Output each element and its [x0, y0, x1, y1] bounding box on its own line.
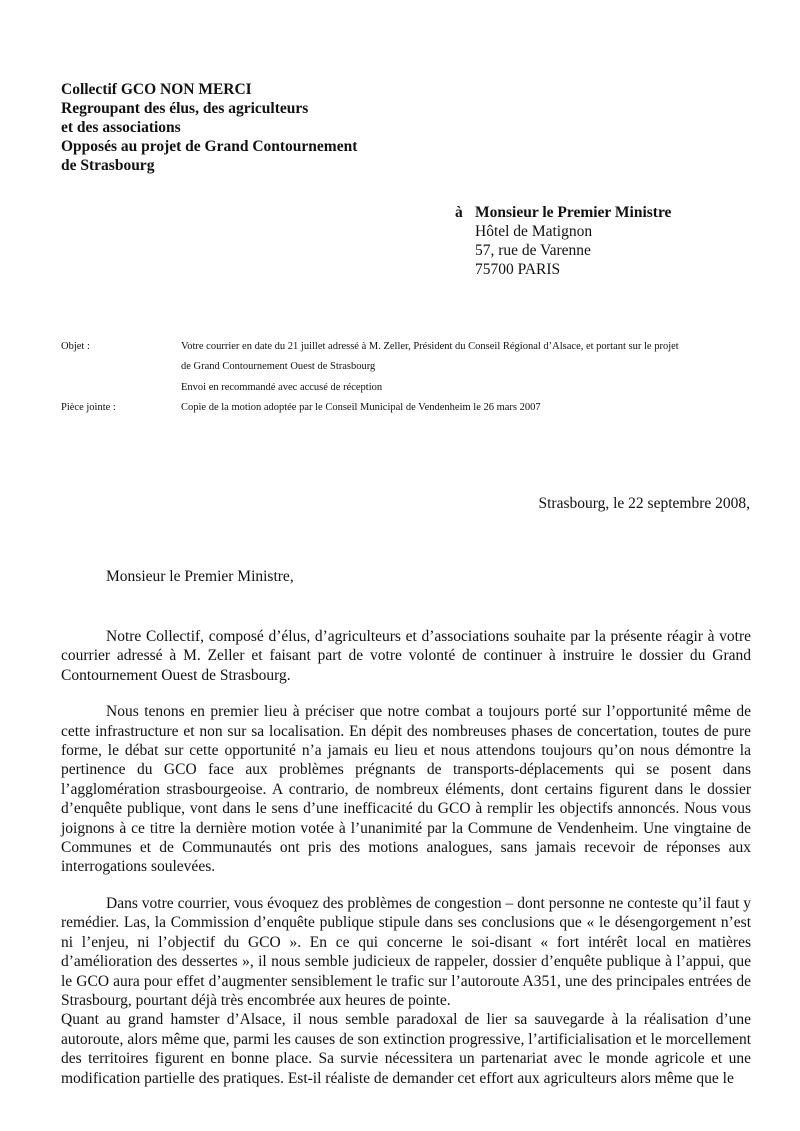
- body-paragraph: Quant au grand hamster d’Alsace, il nous semble paradoxal de lier sa sauvegarde à la réalisation d’une autoroute, alors même que, parmi les causes de son extinction progressive, l’artificialisation et le morcellement des territoires figurent en bonne place. Sa survie nécessitera un partenariat avec le monde agricole et une modification partielle des pratiques. Est-il réaliste de demander cet effort aux agriculteurs alors même que le: [61, 1011, 751, 1087]
- piece-jointe-label: Pièce jointe :: [61, 402, 116, 413]
- sender-line: et des associations: [61, 119, 181, 136]
- body-paragraph: Nous tenons en premier lieu à préciser que notre combat a toujours porté sur l’opportunité même de cette infrastructure et non sur sa localisation. En dépit des nombreuses phases de concertation, toutes de pure forme, le débat sur cette opportunité n’a jamais eu lieu et nous attendons toujours qu’on nous démontre la pertinence du GCO face aux problèmes prégnants de transports-déplacements qui se posent dans l’agglomération strasbourgeoise. A contrario, de nombreux éléments, dont certains figurent dans le dossier d’enquête publique, vont dans le sens d’une inefficacité du GCO à remplir les objectifs annoncés. Nous vous joignons à ce titre la dernière motion votée à l’unanimité par la Commune de Vendenheim. Une vingtaine de Communes et de Communautés ont pris des motions analogues, sans jamais recevoir de réponses aux interrogations soulevées.: [61, 703, 751, 876]
- objet-label: Objet :: [61, 341, 90, 352]
- body-paragraph: Dans votre courrier, vous évoquez des problèmes de congestion – dont personne ne conteste qu’il faut y remédier. Las, la Commission d’enquête publique stipule dans ses conclusions que « le désengorgement n’est ni l’enjeu, ni l’objectif du GCO ». En ce qui concerne le soi-disant « fort intérêt local en matières d’amélioration des dessertes », il nous semble judicieux de rappeler, dossier d’enquête publique à l’appui, que le GCO aura pour effet d’augmenter sensiblement le trafic sur l’autoroute A351, une des principales entrées de Strasbourg, pourtant déjà très encombrée aux heures de pointe.: [61, 894, 751, 1009]
- body-paragraph: Notre Collectif, composé d’élus, d’agriculteurs et d’associations souhaite par la présente réagir à votre courrier adressé à M. Zeller et faisant part de votre volonté de continuer à instruire le dossier du Grand Contournement Ouest de Strasbourg.: [61, 628, 751, 684]
- sender-line: de Strasbourg: [61, 157, 155, 174]
- recipient-prefix: à: [455, 204, 463, 221]
- recipient-address-line: 57, rue de Varenne: [475, 242, 591, 259]
- objet-line: Votre courrier en date du 21 juillet adressé à M. Zeller, Président du Conseil Régional d’Alsace, et portant sur le projet: [181, 341, 679, 352]
- sender-line: Regroupant des élus, des agriculteurs: [61, 100, 309, 117]
- letter-date: Strasbourg, le 22 septembre 2008,: [538, 495, 750, 512]
- recipient-address-line: Hôtel de Matignon: [475, 223, 593, 240]
- recipient-address-line: 75700 PARIS: [475, 261, 561, 278]
- recipient-name: Monsieur le Premier Ministre: [475, 204, 672, 221]
- letter-body: [61, 627, 751, 1088]
- piece-jointe-value: Copie de la motion adoptée par le Conseil Municipal de Vendenheim le 26 mars 2007: [181, 402, 541, 413]
- salutation: Monsieur le Premier Ministre,: [106, 568, 294, 585]
- objet-line: de Grand Contournement Ouest de Strasbourg: [181, 361, 376, 372]
- sender-line: Opposés au projet de Grand Contournement: [61, 138, 358, 155]
- sender-line: Collectif GCO NON MERCI: [61, 81, 252, 98]
- sender-block: [61, 80, 357, 175]
- objet-line: Envoi en recommandé avec accusé de réception: [181, 382, 383, 393]
